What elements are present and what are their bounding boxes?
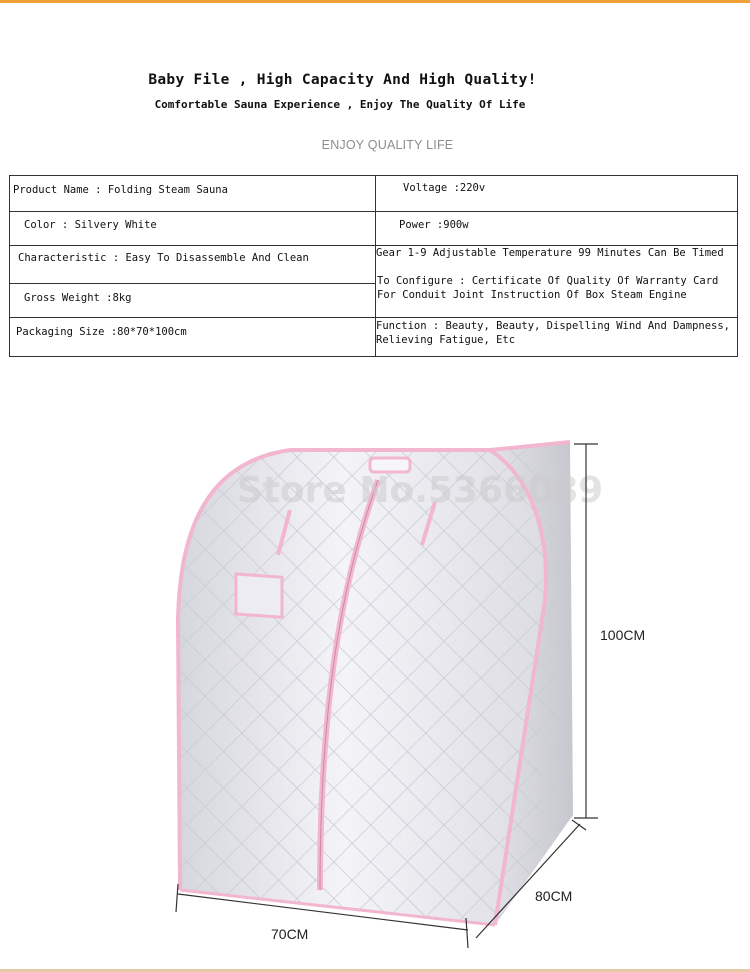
table-row: [10, 246, 738, 284]
table-row: [10, 176, 738, 212]
spec-product-name: Product Name : Folding Steam Sauna: [13, 184, 228, 196]
depth-label: 80CM: [535, 888, 573, 904]
spec-voltage: Voltage :220v: [403, 182, 486, 194]
height-label: 100CM: [600, 627, 646, 643]
subheadline: Comfortable Sauna Experience , Enjoy The Quality Of Life: [154, 98, 526, 111]
side-window-flap: [236, 574, 282, 617]
spec-color: Color : Silvery White: [24, 219, 157, 231]
spec-gear: Gear 1-9 Adjustable Temperature 99 Minutes Can Be Timed: [376, 247, 724, 259]
table-row: [10, 212, 738, 246]
spec-configure: To Configure : Certificate Of Quality Of Warranty Card For Conduit Joint Instruction Of Box Steam Engine: [377, 275, 719, 301]
spec-table: [9, 175, 738, 357]
tagline: ENJOY QUALITY LIFE: [321, 138, 454, 152]
headline: Baby File , High Capacity And High Quality!: [148, 72, 537, 88]
spec-gross-weight: Gross Weight :8kg: [24, 292, 132, 304]
spec-characteristic: Characteristic : Easy To Disassemble And Clean: [18, 252, 309, 264]
spec-power: Power :900w: [399, 219, 469, 231]
spec-function: Function : Beauty, Beauty, Dispelling Wind And Dampness, Relieving Fatigue, Etc: [376, 320, 731, 346]
table-row: [10, 318, 738, 357]
width-label: 70CM: [271, 926, 309, 942]
watermark: Store No.5366089: [236, 470, 604, 511]
top-accent-bar: [0, 0, 750, 3]
sauna-product-image: [150, 420, 670, 960]
spec-packaging-size: Packaging Size :80*70*100cm: [16, 326, 187, 338]
